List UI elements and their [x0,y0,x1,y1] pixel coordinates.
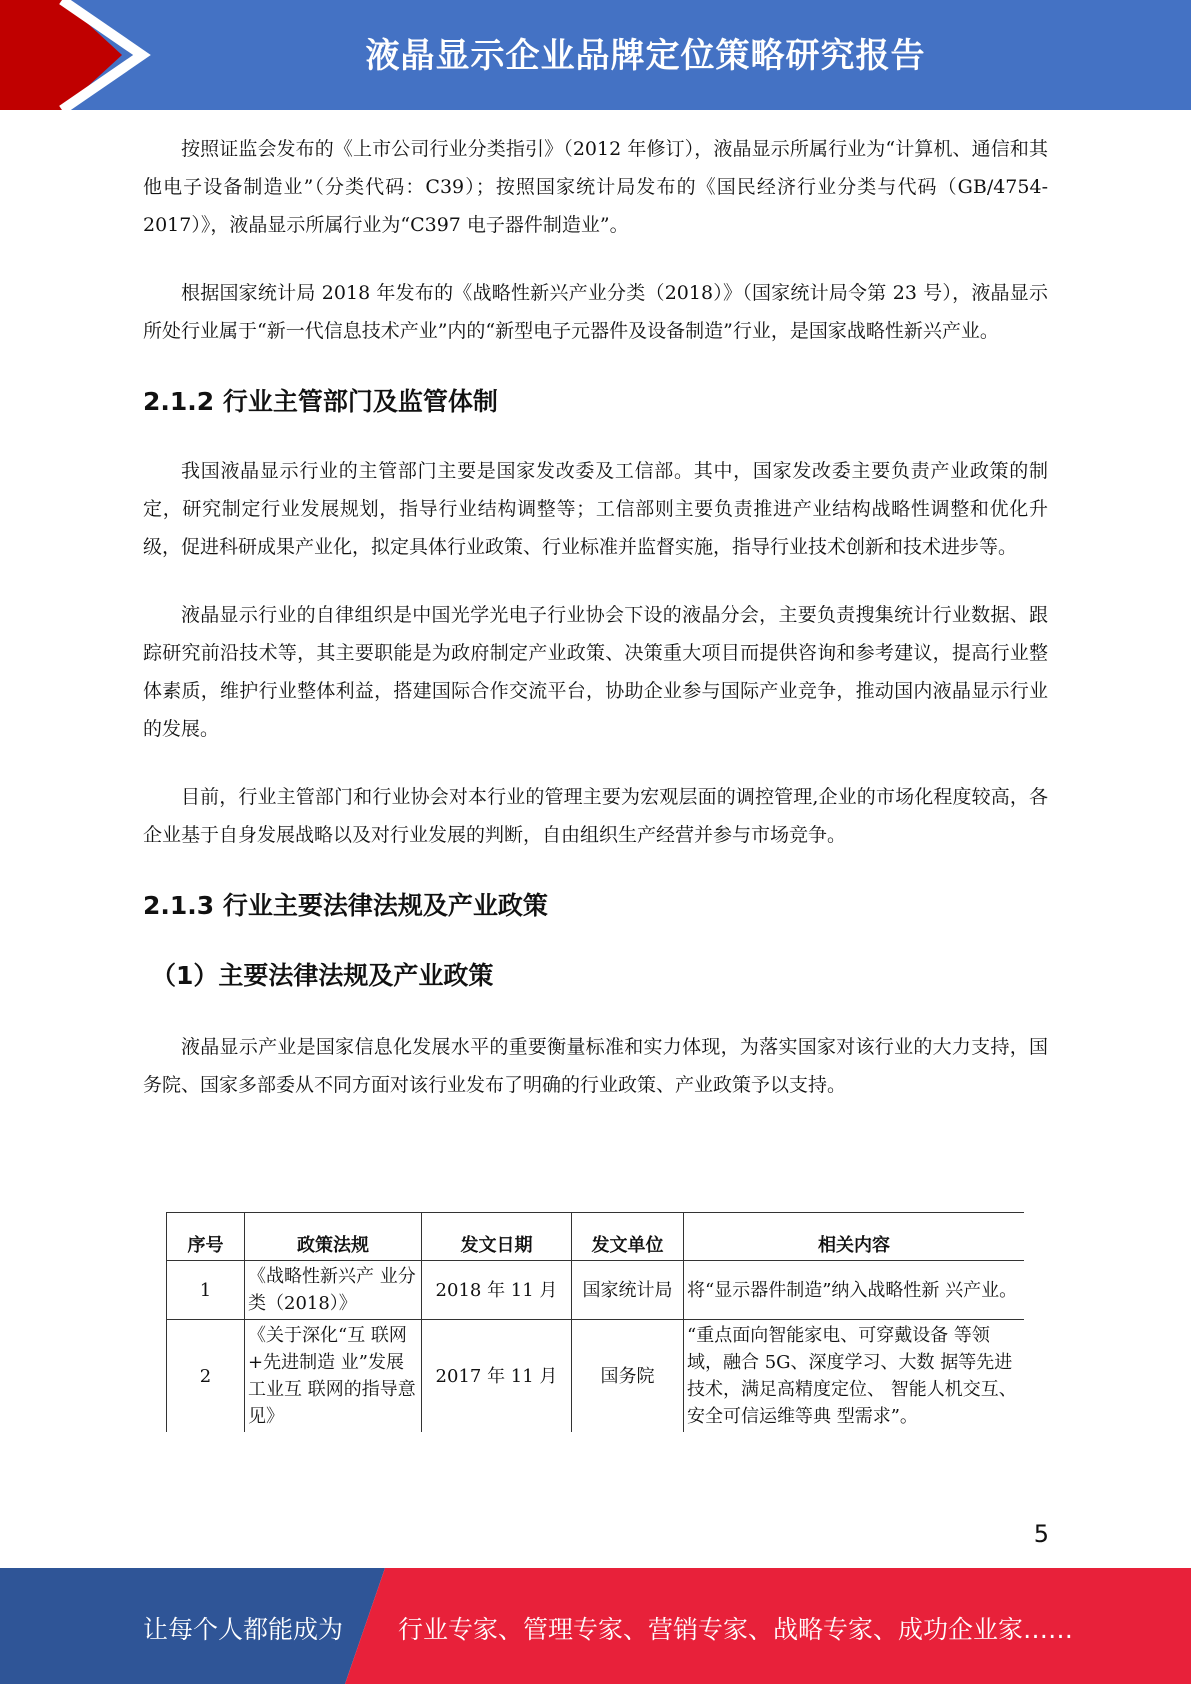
main-content [143,130,1048,1104]
column-header-number: 序号 [167,1213,245,1261]
column-header-policy: 政策法规 [245,1213,422,1261]
paragraph-industry-classification: 按照证监会发布的《上市公司行业分类指引》（2012 年修订），液晶显示所属行业为“计算机、通信和其他电子设备制造业”（分类代码：C39）；按照国家统计局发布的《国民经济行业分类与代码（GB/4754-2017）》，液晶显示所属行业为“C397 电子器件制造业”。 [143,138,1048,236]
paragraph-self-regulation: 液晶显示行业的自律组织是中国光学光电子行业协会下设的液晶分会，主要负责搜集统计行业数据、跟踪研究前沿技术等，其主要职能是为政府制定产业政策、决策重大项目而提供咨询和参考建议，提高行业整体素质，维护行业整体利益，搭建国际合作交流平台，协助企业参与国际产业竞争，推动国内液晶显示行业的发展。 [143,604,1048,740]
subsection-heading-laws: （1）主要法律法规及产业政策 [151,961,494,990]
cell-content: 将“显示器件制造”纳入战略性新 兴产业。 [684,1261,1025,1320]
cell-policy: 《关于深化“互 联网+先进制造 业”发展工业互 联网的指导意 见》 [245,1320,422,1433]
section-heading-2-1-2: 2.1.2 行业主管部门及监管体制 [143,387,498,416]
page-header [0,0,1191,110]
paragraph-policy-support: 液晶显示产业是国家信息化发展水平的重要衡量标准和实力体现，为落实国家对该行业的大力支持，国务院、国家多部委从不同方面对该行业发布了明确的行业政策、产业政策予以支持。 [143,1036,1048,1096]
cell-issuer: 国务院 [572,1320,684,1433]
footer-slogan-left: 让每个人都能成为 [143,1615,344,1644]
policy-table-container [166,1212,1024,1448]
report-title: 液晶显示企业品牌定位策略研究报告 [365,36,926,76]
cell-date: 2018 年 11 月 [422,1261,572,1320]
column-header-issuer: 发文单位 [572,1213,684,1261]
cell-number: 2 [167,1320,245,1433]
cell-content: “重点面向智能家电、可穿戴设备 等领域，融合 5G、深度学习、大数 据等先进技术，满足高精度定位、 智能人机交互、安全可信运维等典 型需求”。 [684,1320,1025,1433]
cell-policy: 《战略性新兴产 业分类（2018）》 [245,1261,422,1320]
cell-number: 1 [167,1261,245,1320]
page-number: 5 [1033,1520,1049,1548]
header-arrow-decoration [0,0,160,110]
column-header-content: 相关内容 [684,1213,1025,1261]
column-header-date: 发文日期 [422,1213,572,1261]
cell-issuer: 国家统计局 [572,1261,684,1320]
paragraph-market-management: 目前，行业主管部门和行业协会对本行业的管理主要为宏观层面的调控管理,企业的市场化程度较高，各企业基于自身发展战略以及对行业发展的判断，自由组织生产经营并参与市场竞争。 [143,786,1048,846]
footer-slogan-right: 行业专家、管理专家、营销专家、战略专家、成功企业家…… [398,1615,1074,1644]
paragraph-strategic-emerging: 根据国家统计局 2018 年发布的《战略性新兴产业分类（2018）》（国家统计局令第 23 号），液晶显示所处行业属于“新一代信息技术产业”内的“新型电子元器件及设备制造”行业，是国家战略性新兴产业。 [143,282,1048,342]
table-header-row [167,1213,1025,1261]
section-heading-2-1-3: 2.1.3 行业主要法律法规及产业政策 [143,891,548,920]
page-footer [0,1568,1191,1684]
cell-date: 2017 年 11 月 [422,1320,572,1433]
table-row [167,1320,1025,1433]
table-row [167,1261,1025,1320]
policy-table [166,1212,1024,1432]
paragraph-regulators: 我国液晶显示行业的主管部门主要是国家发改委及工信部。其中，国家发改委主要负责产业政策的制定，研究制定行业发展规划，指导行业结构调整等；工信部则主要负责推进产业结构战略性调整和优化升级，促进科研成果产业化，拟定具体行业政策、行业标准并监督实施，指导行业技术创新和技术进步等。 [143,460,1048,558]
